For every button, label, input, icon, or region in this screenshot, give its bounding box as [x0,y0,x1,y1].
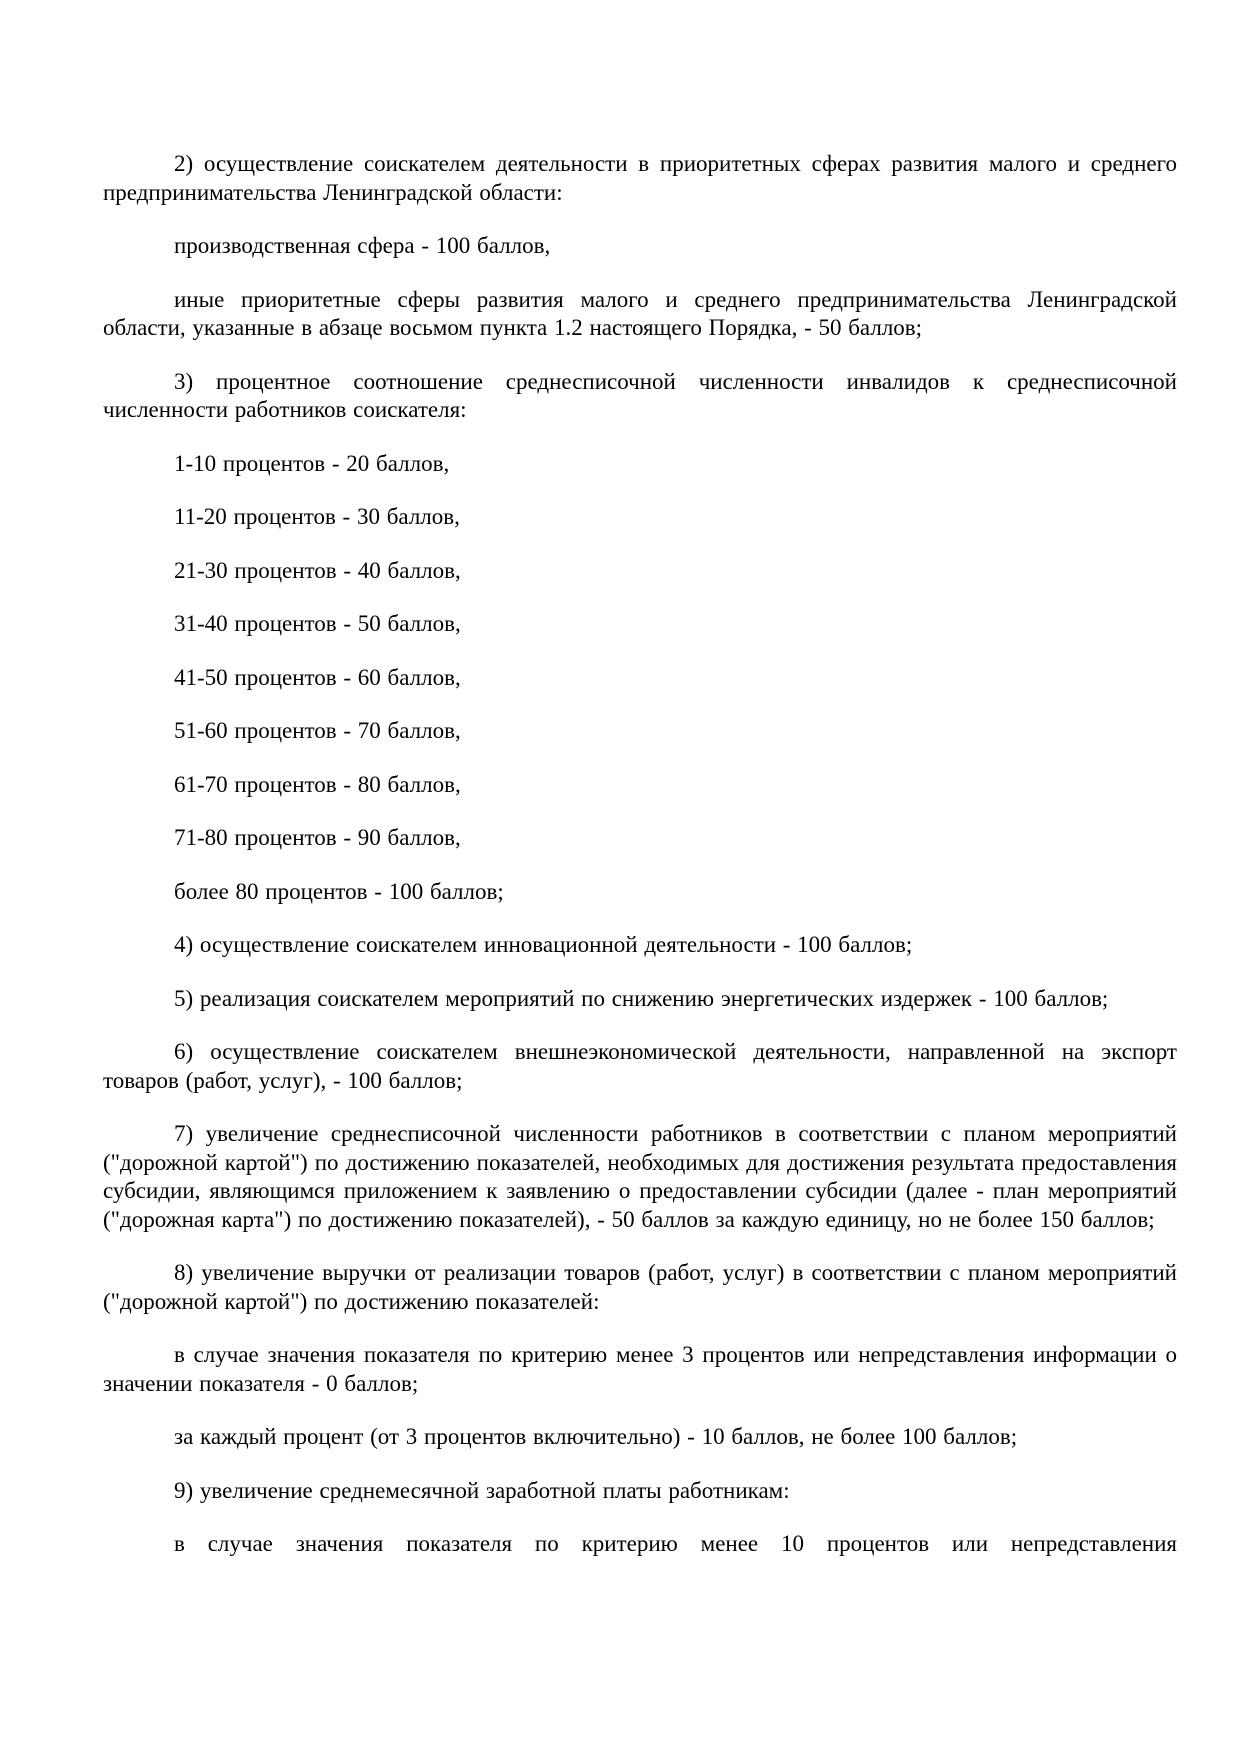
clause-3-range-61-70: 61-70 процентов - 80 баллов, [174,771,461,797]
clause-3-range-41-50: 41-50 процентов - 60 баллов, [174,664,461,690]
clause-9-salary-intro: 9) увеличение среднемесячной заработной платы работникам: [174,1477,790,1503]
clause-2-production-sphere: производственная сфера - 100 баллов, [174,233,551,258]
clause-8-below-threshold: в случае значения показателя по критерию менее 3 процентов или непредставления информации о значении показателя - 0 баллов; [103,1342,1177,1396]
clause-3-range-11-20: 11-20 процентов - 30 баллов, [174,504,460,529]
clause-3-range-31-40: 31-40 процентов - 50 баллов, [174,611,461,636]
clause-4-innovation: 4) осуществление соискателем инновационной деятельности - 100 баллов; [174,932,913,957]
clause-3-range-51-60: 51-60 процентов - 70 баллов, [174,718,461,743]
clause-5-energy-costs: 5) реализация соискателем мероприятий по снижению энергетических издержек - 100 баллов; [174,985,1109,1011]
clause-2-other-spheres: иные приоритетные сферы развития малого и среднего предпринимательства Ленинградской области, указанные в абзаце восьмом пункта 1.2 настоящего Порядка, - 50 баллов; [103,286,1177,340]
clause-2-intro: 2) осуществление соискателем деятельности в приоритетных сферах развития малого и среднего предпринимательства Ленинградской области: [103,151,1177,205]
document-body [103,150,1177,1559]
clause-3-range-over-80: более 80 процентов - 100 баллов; [174,878,504,904]
clause-8-revenue-intro: 8) увеличение выручки от реализации товаров (работ, услуг) в соответствии с планом мероприятий ("дорожной картой") по достижению показателей: [103,1260,1177,1314]
clause-6-export: 6) осуществление соискателем внешнеэкономической деятельности, направленной на экспорт товаров (работ, услуг), - 100 баллов; [103,1039,1177,1093]
clause-3-range-21-30: 21-30 процентов - 40 баллов, [174,557,461,583]
clause-7-headcount-increase: 7) увеличение среднесписочной численности работников в соответствии с планом мероприятий ("дорожной картой") по достижению показателей, необходимых для достижения результата предоставления субсидии, являющимся приложением к заявлению о предоставлении субсидии (далее - план мероприятий ("дорожная карта") по достижению показателей), - 50 баллов за каждую единицу, но не более 150 баллов; [103,1121,1177,1232]
clause-9-below-threshold-truncated: в случае значения показателя по критерию менее 10 процентов или непредставления [174,1531,1177,1556]
clause-8-per-percent: за каждый процент (от 3 процентов включительно) - 10 баллов, не более 100 баллов; [174,1424,1018,1449]
clause-3-range-1-10: 1-10 процентов - 20 баллов, [174,450,450,476]
clause-3-intro: 3) процентное соотношение среднесписочной численности инвалидов к среднесписочной численности работников соискателя: [103,368,1177,422]
clause-3-range-71-80: 71-80 процентов - 90 баллов, [174,825,461,850]
